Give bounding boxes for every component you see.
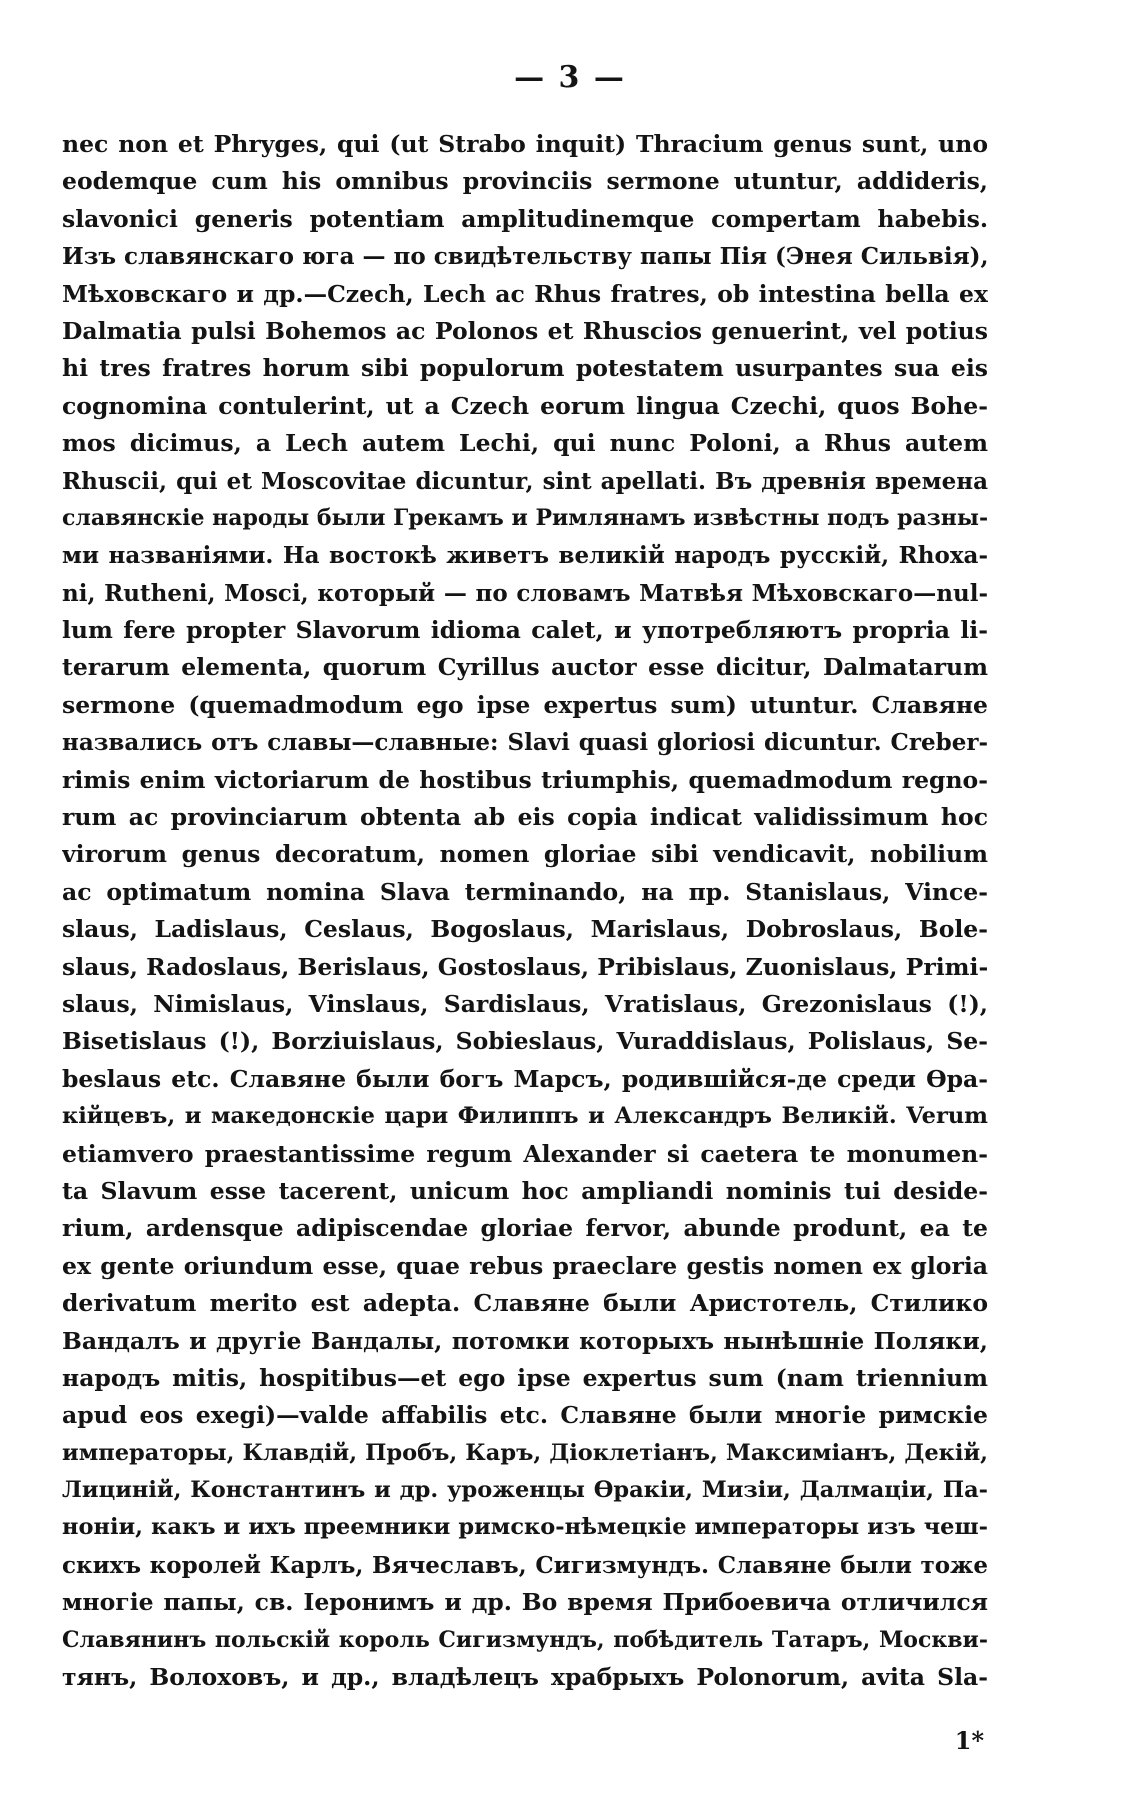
text-line: ноніи, какъ и ихъ преемники римско-нѣмецкіе императоры изъ чеш- <box>62 1514 988 1541</box>
text-line: slaus, Nimislaus, Vinslaus, Sardislaus, Vratislaus, Grezonislaus (!), <box>62 989 988 1018</box>
text-line: Лициній, Константинъ и др. уроженцы Өракіи, Мизіи, Далмаціи, Па- <box>62 1477 988 1504</box>
text-line: etiamvero praestantissime regum Alexander si caetera te monumen- <box>62 1139 988 1168</box>
text-line: apud eos exegi)—valde affabilis etc. Славяне были многіе римскіе <box>62 1401 988 1430</box>
text-line: sermone (quemadmodum ego ipse expertus sum) utuntur. Славяне <box>62 690 988 719</box>
text-line: народъ mitis, hospitibus—et ego ipse expertus sum (nam triennium <box>62 1363 988 1392</box>
text-line: nec non et Phryges, qui (ut Strabo inquit) Thracium genus sunt, uno <box>62 130 988 158</box>
text-line: mos dicimus, a Lech autem Lechi, qui nunc Poloni, a Rhus autem <box>62 429 988 458</box>
text-line: rum ac provinciarum obtenta ab eis copia indicat validissimum hoc <box>62 803 988 832</box>
body-text <box>62 126 988 1696</box>
text-line: slaus, Ladislaus, Ceslaus, Bogoslaus, Marislaus, Dobroslaus, Bole- <box>62 915 988 944</box>
text-line: hi tres fratres horum sibi populorum potestatem usurpantes sua eis <box>62 354 988 383</box>
text-line: Славянинъ польскій король Сигизмундъ, побѣдитель Татаръ, Москви- <box>62 1626 988 1653</box>
text-line: скихъ королей Карлъ, Вячеславъ, Сигизмундъ. Славяне были тоже <box>62 1551 988 1579</box>
page-number: — 3 — <box>514 60 626 95</box>
text-line: terarum elementa, quorum Cyrillus auctor esse dicitur, Dalmatarum <box>62 653 988 682</box>
text-line: ta Slavum esse tacerent, unicum hoc ampliandi nominis tui deside- <box>62 1176 988 1205</box>
text-line: derivatum merito est adepta. Славяне были Аристотель, Стилико <box>62 1289 988 1318</box>
text-line: Bisetislaus (!), Borziuislaus, Sobieslaus, Vuraddislaus, Polislaus, Se- <box>62 1027 988 1056</box>
text-line: Rhuscii, qui et Moscovitae dicuntur, sint apellati. Въ древнія времена <box>62 467 988 495</box>
text-line: Вандалъ и другіе Вандалы, потомки которыхъ нынѣшніе Поляки, <box>62 1326 988 1355</box>
text-line: Изъ славянскаго юга — по свидѣтельству папы Пія (Энея Сильвія), <box>62 243 988 271</box>
text-line: императоры, Клавдій, Пробъ, Каръ, Діоклетіанъ, Максиміанъ, Декій, <box>62 1439 988 1466</box>
text-line: Dalmatia pulsi Bohemos ac Polonos et Rhuscios genuerint, vel potius <box>62 316 988 345</box>
text-line: Мѣховскаго и др.—Czech, Lech ac Rhus fratres, ob intestina bella ex <box>62 279 988 308</box>
text-line: rium, ardensque adipiscendae gloriae fervor, abunde produnt, ea te <box>62 1214 988 1243</box>
text-line: slavonici generis potentiam amplitudinemque compertam habebis. <box>62 204 988 233</box>
signature-mark: 1* <box>954 1726 984 1755</box>
text-line: slaus, Radoslaus, Berislaus, Gostoslaus, Pribislaus, Zuonislaus, Primi- <box>62 952 988 981</box>
text-line: ac optimatum nomina Slava terminando, на пр. Stanislaus, Vince- <box>62 877 988 906</box>
text-line: славянскіе народы были Грекамъ и Римлянамъ извѣстны подъ разны- <box>62 504 988 531</box>
text-line: ex gente oriundum esse, quae rebus praeclare gestis nomen ex gloria <box>62 1251 988 1280</box>
text-line: cognomina contulerint, ut a Czech eorum lingua Czechi, quos Bohe- <box>62 391 988 420</box>
text-line: назвались отъ славы—славные: Slavi quasi gloriosi dicuntur. Creber- <box>62 729 988 757</box>
text-line: ми названіями. На востокѣ живетъ великій народъ русскій, Rhoxa- <box>62 542 988 570</box>
text-line: rimis enim victoriarum de hostibus triumphis, quemadmodum regno- <box>62 765 988 794</box>
text-line: многіе папы, св. Іеронимъ и др. Во время Прибоевича отличился <box>62 1588 988 1617</box>
text-line: кійцевъ, и македонскіе цари Филиппъ и Александръ Великій. Verum <box>62 1103 988 1130</box>
text-line: тянъ, Волоховъ, и др., владѣлецъ храбрыхъ Polonorum, avita Sla- <box>62 1663 988 1692</box>
text-line: lum fere propter Slavorum idioma calet, и употребляютъ propria li- <box>62 616 988 645</box>
text-line: virorum genus decoratum, nomen gloriae sibi vendicavit, nobilium <box>62 840 988 869</box>
text-line: eodemque cum his omnibus provinciis sermone utuntur, addideris, <box>62 167 988 196</box>
text-line: beslaus etc. Славяне были богъ Марсъ, родившійся-де среди Өра- <box>62 1064 988 1093</box>
text-line: ni, Rutheni, Mosci, который — по словамъ Матвѣя Мѣховскаго—nul- <box>62 579 988 607</box>
